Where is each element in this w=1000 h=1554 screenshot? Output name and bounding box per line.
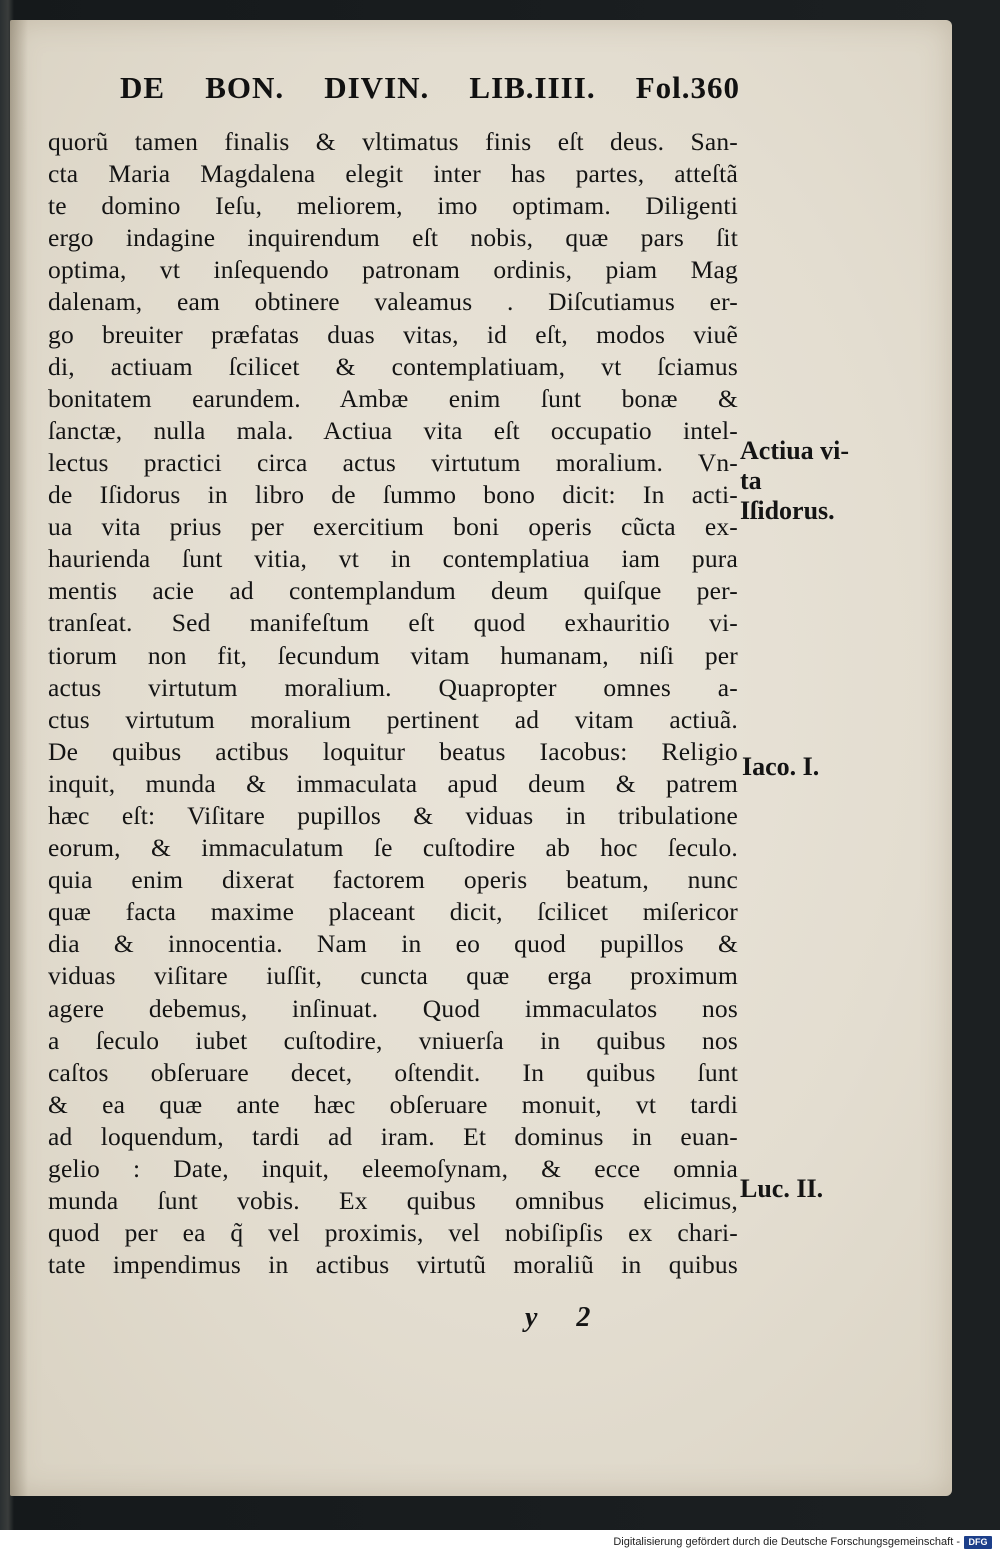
text-line: haurienda ſunt vitia, vt in contemplatiua iam pura [48,544,738,574]
text-line: quod per ea q̃ vel proximis, vel nobiſipſis ex chari- [48,1218,738,1248]
text-line: hæc eſt: Viſitare pupillos & viduas in tribulatione [48,800,738,830]
text-line: dia & innocentia. Nam in eo quod pupillos & [48,929,738,959]
text-line: quæ facta maxime placeant dicit, ſcilicet miſericor [48,897,738,927]
dfg-logo: DFG [964,1536,992,1549]
text-line: bonitatem earundem. Ambæ enim ſunt bonæ & [48,383,738,413]
text-line: De quibus actibus loquitur beatus Iacobus: Religio [48,736,738,766]
margin-note-line: ta [740,466,762,495]
header-part-de: DE [120,70,166,105]
text-line: actus virtutum moralium. Quapropter omnes a- [48,672,738,702]
text-line: go breuiter præfatas duas vitas, id eſt, modos viuẽ [48,319,738,349]
body-text [48,126,738,1281]
header-part-divin: DIVIN. [324,70,430,105]
text-line: optima, vt inſequendo patronam ordinis, piam Mag [48,255,738,285]
signature-mark: y 2 [525,1302,607,1333]
text-line: te domino Ieſu, meliorem, imo optimam. Diligenti [48,191,738,221]
text-line: mentis acie ad contemplandum deum quiſque per- [48,576,738,606]
text-line: ergo indagine inquirendum eſt nobis, quæ pars ſit [48,223,738,253]
text-line: caſtos obſeruare decet, oſtendit. In quibus ſunt [48,1057,738,1087]
text-line: cta Maria Magdalena elegit inter has partes, atteſtã [48,159,738,189]
text-line: & ea quæ ante hæc obſeruare monuit, vt tardi [48,1089,738,1119]
text-line: munda ſunt vobis. Ex quibus omnibus elicimus, [48,1186,738,1216]
text-line: tiorum non fit, ſecundum vitam humanam, niſi per [48,640,738,670]
text-line: agere debemus, inſinuat. Quod immaculatos nos [48,993,738,1023]
text-line: ſanctæ, nulla mala. Actiua vita eſt occupatio intel- [48,415,738,445]
text-line: gelio : Date, inquit, eleemoſynam, & ecce omnia [48,1154,738,1183]
text-line: dalenam, eam obtinere valeamus . Diſcutiamus er- [48,287,738,317]
header-part-bon: BON. [205,70,285,105]
folio-number: Fol.360 [635,70,740,105]
margin-note-line: Iſidorus. [740,496,835,525]
margin-note-actiua-vita [740,436,849,526]
text-line: lectus practici circa actus virtutum moralium. Vn- [48,447,738,477]
text-line: tate impendimus in actibus virtutũ moraliũ in quibus [48,1250,738,1280]
text-line: viduas viſitare iuſſit, cuncta quæ erga proximum [48,961,738,991]
text-line: quia enim dixerat factorem operis beatum, nunc [48,865,738,895]
text-line: ua vita prius per exercitium boni operis cũcta ex- [48,512,738,542]
header-part-lib: LIB.IIII. [469,70,596,105]
margin-note-line: Actiua vi- [740,436,850,465]
text-line: tranſeat. Sed manifeſtum eſt quod exhauritio vi- [48,608,738,638]
text-line: di, actiuam ſcilicet & contemplatiuam, vt ſciamus [48,351,738,381]
text-line: eorum, & immaculatum ſe cuſtodire ab hoc ſeculo. [48,833,738,863]
digitization-credit: Digitalisierung gefördert durch die Deutsche Forschungsgemeinschaft - [613,1536,960,1548]
text-line: quorũ tamen finalis & vltimatus finis eſt deus. San- [48,127,738,156]
text-line: ctus virtutum moralium pertinent ad vitam actiuã. [48,704,738,734]
text-line: ad loquendum, tardi ad iram. Et dominus in euan- [48,1121,738,1151]
running-header [120,70,740,114]
text-line: de Iſidorus in libro de ſummo bono dicit: In acti- [48,480,738,510]
text-line: inquit, munda & immaculata apud deum & patrem [48,768,738,798]
text-line: a ſeculo iubet cuſtodire, vniuerſa in quibus nos [48,1025,738,1055]
margin-note-iacobus: Iaco. I. [742,752,820,781]
margin-note-lucas: Luc. II. [740,1174,824,1203]
